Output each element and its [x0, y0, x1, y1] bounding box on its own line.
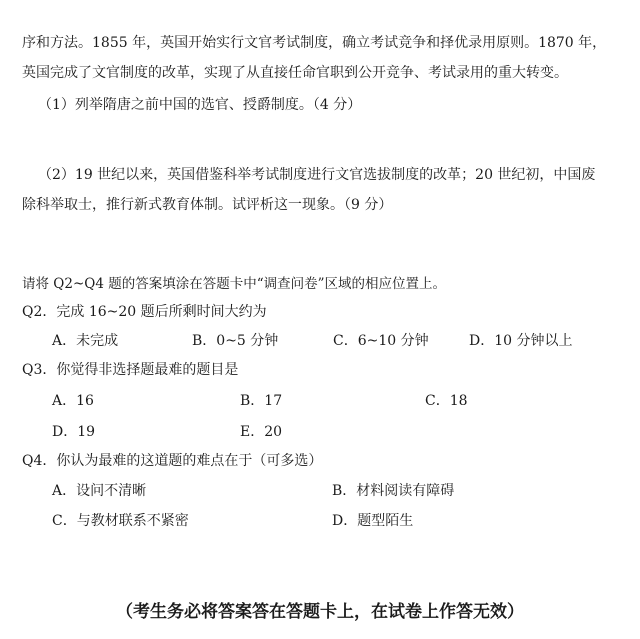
survey-q3-option-a: A．16 [52, 393, 94, 409]
survey-q4-option-b: B．材料阅读有障碍 [332, 483, 455, 499]
survey-q3-option-d: D．19 [52, 424, 96, 440]
survey-q2-option-d: D．10 分钟以上 [469, 333, 573, 349]
survey-q3-option-e: E．20 [240, 424, 283, 440]
survey-q3-option-c: C．18 [425, 393, 468, 409]
question-2-line-1: （2）19 世纪以来，英国借鉴科举考试制度进行文官选拔制度的改革；20 世纪初，中国废 [38, 167, 596, 183]
survey-q3-option-b: B．17 [240, 393, 283, 409]
survey-q2-option-b: B．0~5 分钟 [192, 333, 279, 349]
survey-q4-option-c: C．与教材联系不紧密 [52, 513, 189, 529]
survey-q2-option-a: A．未完成 [52, 333, 119, 349]
survey-instruction: 请将 Q2~Q4 题的答案填涂在答题卡中“调查问卷”区域的相应位置上。 [22, 276, 447, 292]
survey-q2-option-c: C．6~10 分钟 [333, 333, 429, 349]
survey-q2-stem: Q2．完成 16~20 题后所剩时间大约为 [22, 304, 267, 320]
survey-q3-stem: Q3．你觉得非选择题最难的题目是 [22, 362, 239, 378]
passage-line-1: 序和方法。1855 年，英国开始实行文官考试制度，确立考试竞争和择优录用原则。1870 年， [22, 35, 607, 51]
passage-line-2: 英国完成了文官制度的改革，实现了从直接任命官职到公开竞争、考试录用的重大转变。 [22, 65, 568, 81]
survey-q4-stem: Q4．你认为最难的这道题的难点在于（可多选） [22, 453, 323, 469]
survey-q4-option-a: A．设问不清晰 [52, 483, 147, 499]
question-2-line-2: 除科举取士，推行新式教育体制。试评析这一现象。（9 分） [22, 197, 393, 213]
question-1: （1）列举隋唐之前中国的选官、授爵制度。（4 分） [38, 97, 362, 113]
exam-footer-notice: （考生务必将答案答在答题卡上，在试卷上作答无效） [116, 602, 524, 622]
survey-q4-option-d: D．题型陌生 [332, 513, 414, 529]
